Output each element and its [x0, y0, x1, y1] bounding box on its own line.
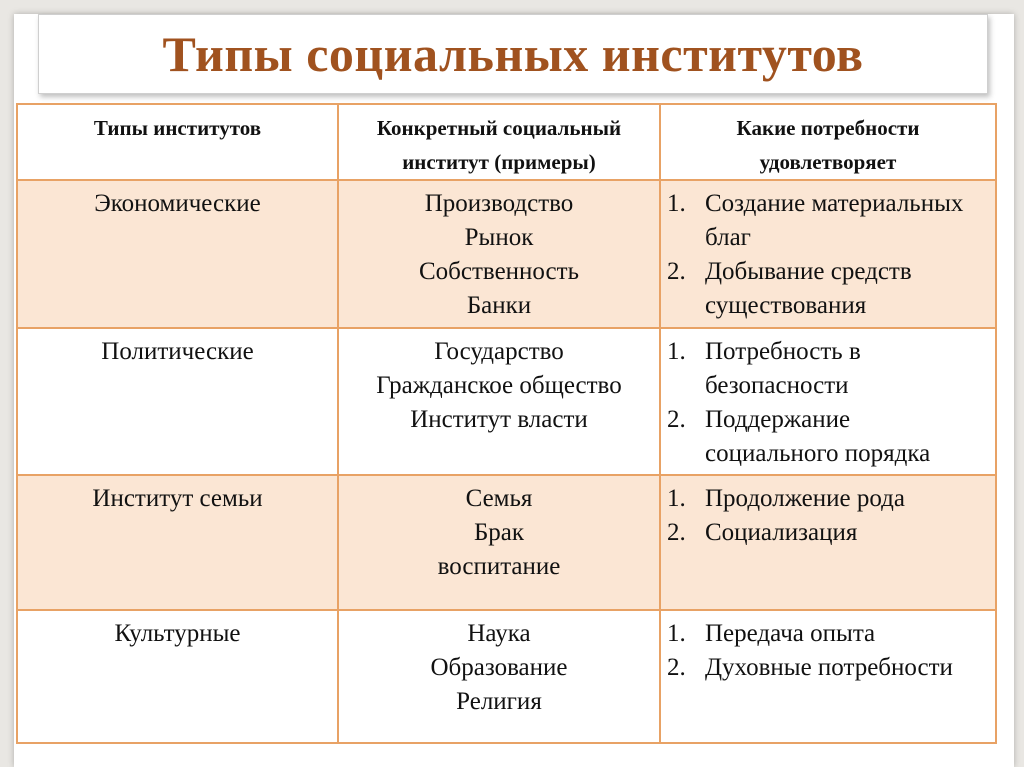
example-item: Семья: [465, 485, 533, 512]
table-row: [17, 610, 996, 743]
institution-type: Культурные: [17, 610, 338, 743]
example-item: Гражданское общество: [376, 372, 622, 399]
institutions-table: [16, 103, 997, 744]
example-item: воспитание: [437, 553, 561, 580]
example-item: Образование: [430, 654, 568, 681]
institution-type: Политические: [17, 328, 338, 475]
table-header-row: [17, 104, 996, 180]
header-examples: Конкретный социальный институт (примеры): [338, 104, 660, 180]
institution-examples: [338, 180, 660, 328]
example-item: Рынок: [464, 224, 534, 251]
institution-type: Институт семьи: [17, 475, 338, 610]
institution-type: Экономические: [17, 180, 338, 328]
need-item: 2. Поддержание социального порядка: [667, 406, 931, 467]
need-item: 2. Социализация: [667, 519, 858, 546]
table-row: [17, 180, 996, 328]
example-item: Брак: [473, 519, 525, 546]
example-item: Институт власти: [410, 406, 588, 433]
needs-list: [667, 617, 989, 685]
need-item: 2. Добывание средств существования: [667, 258, 912, 319]
institution-examples: [338, 610, 660, 743]
institution-needs: [660, 475, 996, 610]
needs-list: [667, 482, 989, 550]
institution-needs: [660, 328, 996, 475]
institution-examples: [338, 328, 660, 475]
title-box: [38, 14, 988, 94]
header-needs: Какие потребности удовлетворяет: [660, 104, 996, 180]
institution-examples: [338, 475, 660, 610]
example-item: Наука: [467, 620, 531, 647]
needs-list: [667, 187, 989, 323]
table-row: [17, 475, 996, 610]
need-item: 1. Создание материальных благ: [667, 190, 964, 251]
header-types: Типы институтов: [17, 104, 338, 180]
page-title: Типы социальных институтов: [162, 26, 864, 82]
need-item: 2. Духовные потребности: [667, 654, 953, 681]
example-item: Производство: [424, 190, 574, 217]
table-row: [17, 328, 996, 475]
institution-needs: [660, 610, 996, 743]
example-item: Банки: [466, 292, 532, 319]
example-item: Государство: [434, 338, 564, 365]
institution-needs: [660, 180, 996, 328]
needs-list: [667, 335, 989, 471]
example-item: Собственность: [419, 258, 579, 285]
example-item: Религия: [456, 688, 542, 715]
need-item: 1. Продолжение рода: [667, 485, 905, 512]
need-item: 1. Передача опыта: [667, 620, 876, 647]
need-item: 1. Потребность в безопасности: [667, 338, 861, 399]
